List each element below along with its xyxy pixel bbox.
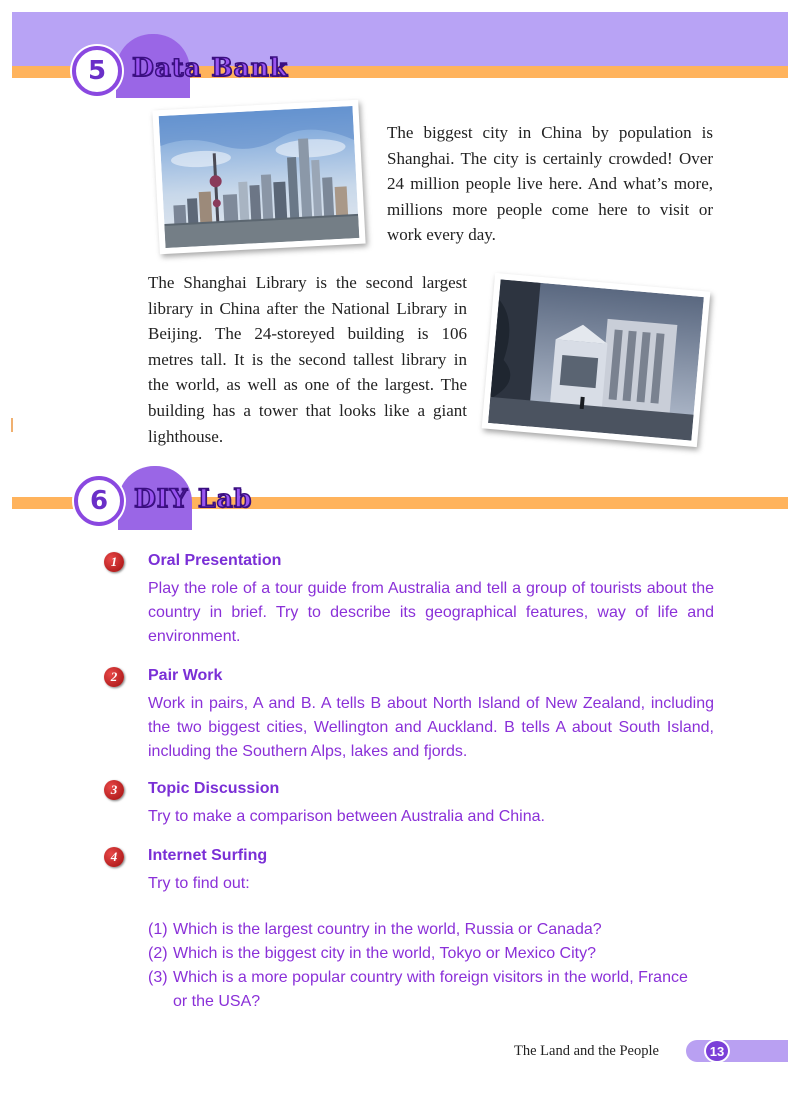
footer-page-tab (686, 1040, 788, 1062)
question-label: (3) (148, 969, 168, 986)
item-title: Pair Work (148, 667, 223, 684)
item-number-badge: 3 (104, 780, 124, 800)
item-number-badge: 2 (104, 667, 124, 687)
data-bank-paragraph-1: The biggest city in China by population is Shanghai. The city is certainly crowded! Over 24 million people live here. And what’s more, millions more people come here to visit or work every day. (387, 123, 713, 245)
margin-mark (11, 418, 13, 432)
question-label: (2) (148, 945, 168, 962)
item-text: Play the role of a tour guide from Australia and tell a group of tourists about the country in brief. Try to describe its geographical features, way of life and environment. (148, 580, 714, 645)
page-number: 13 (704, 1039, 730, 1063)
section-number-badge: 6 (74, 476, 124, 526)
item-text: Work in pairs, A and B. A tells B about North Island of New Zealand, including the two biggest cities, Wellington and Auckland. B tells A about South Island, including the Southern Alps, lakes and fjords. (148, 695, 714, 760)
item-text: Try to make a comparison between Australia and China. (148, 808, 545, 825)
question-text: Which is the biggest city in the world, Tokyo or Mexico City? (173, 945, 596, 962)
question-text-continued: or the USA? (173, 993, 261, 1010)
item-text: Try to find out: (148, 875, 250, 892)
section-title: DIY Lab (134, 484, 253, 513)
diy-item-internet-surfing (104, 847, 724, 1017)
item-number-badge: 4 (104, 847, 124, 867)
shanghai-skyline-photo (152, 100, 365, 255)
section-title: Data Bank (132, 53, 289, 82)
item-title: Oral Presentation (148, 552, 282, 569)
shanghai-library-photo (482, 273, 711, 447)
item-title: Internet Surfing (148, 847, 268, 864)
footer-chapter-title: The Land and the People (514, 1043, 659, 1059)
item-number-badge: 1 (104, 552, 124, 572)
section-number-badge: 5 (72, 46, 122, 96)
question-text: Which is the largest country in the world, Russia or Canada? (173, 921, 602, 938)
question-label: (1) (148, 921, 168, 938)
item-title: Topic Discussion (148, 780, 280, 797)
question-text: Which is a more popular country with foreign visitors in the world, France (173, 969, 688, 986)
data-bank-paragraph-2: The Shanghai Library is the second largest library in China after the National Library in Beijing. The 24-storeyed building is 106 metres tall. It is the second tallest library in the world, as well as one of the largest. The building has a tower that looks like a giant lighthouse. (148, 273, 467, 446)
